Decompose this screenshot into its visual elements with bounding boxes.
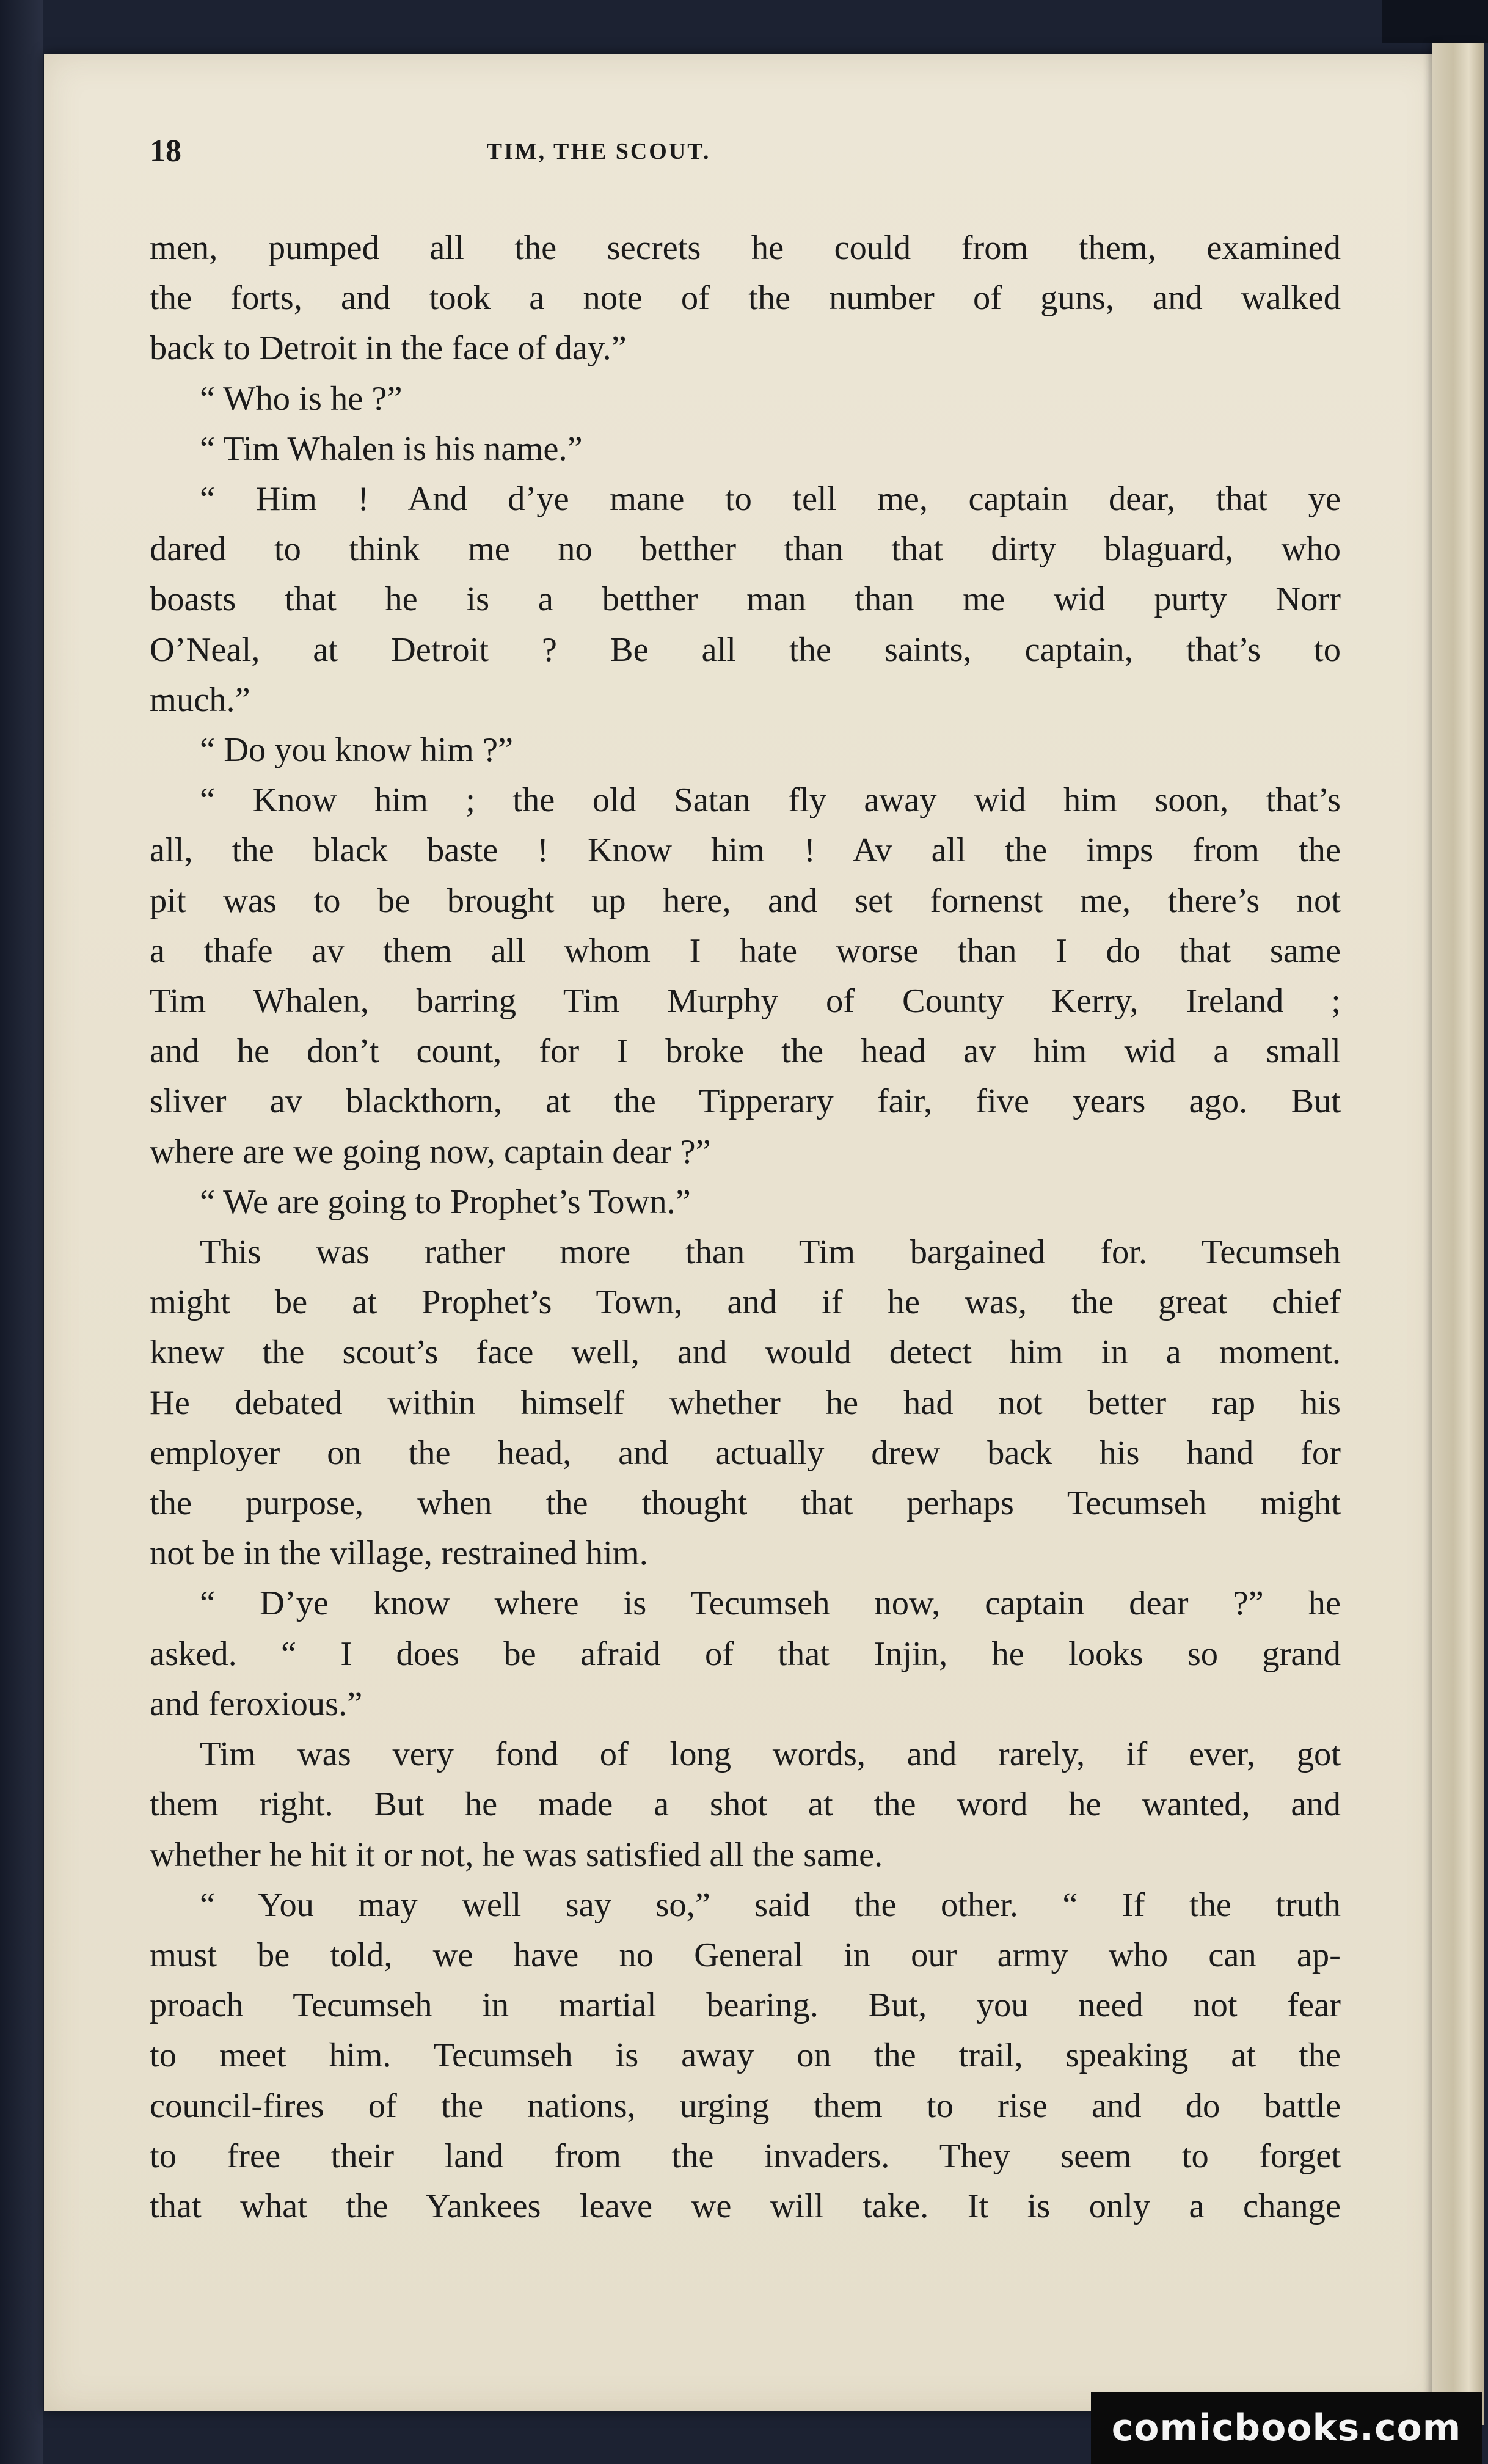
text-line: must be told, we have no General in our army who can ap- — [150, 1936, 1341, 1974]
text-line: back to Detroit in the face of day.” — [150, 329, 627, 368]
text-line: proach Tecumseh in martial bearing. But, you need not fear — [150, 1986, 1341, 2025]
page-number: 18 — [150, 134, 181, 169]
text-line: “ Know him ; the old Satan fly away wid him soon, that’s — [200, 781, 1341, 820]
text-line: to meet him. Tecumseh is away on the trail, speaking at the — [150, 2036, 1341, 2075]
text-line: and he don’t count, for I broke the head av him wid a small — [150, 1032, 1341, 1071]
text-line: and feroxious.” — [150, 1685, 363, 1723]
text-line: the forts, and took a note of the number of guns, and walked — [150, 279, 1341, 318]
text-line: that what the Yankees leave we will take. It is only a change — [150, 2187, 1341, 2225]
text-line: Tim was very fond of long words, and rarely, if ever, got — [200, 1735, 1341, 1774]
text-line: O’Neal, at Detroit ? Be all the saints, captain, that’s to — [150, 630, 1341, 669]
text-line: “ Who is he ?” — [200, 379, 403, 418]
text-line: “ Do you know him ?” — [200, 731, 514, 770]
page-header — [150, 133, 1371, 176]
text-line: This was rather more than Tim bargained for. Tecumseh — [200, 1233, 1341, 1272]
text-line: might be at Prophet’s Town, and if he was, the great chief — [150, 1283, 1341, 1322]
text-line: employer on the head, and actually drew back his hand for — [150, 1434, 1341, 1472]
text-line: a thafe av them all whom I hate worse than I do that same — [150, 931, 1341, 970]
text-line: men, pumped all the secrets he could from them, examined — [150, 229, 1341, 267]
text-line: Tim Whalen, barring Tim Murphy of County Kerry, Ireland ; — [150, 982, 1341, 1021]
text-line: boasts that he is a betther man than me wid purty Norr — [150, 580, 1341, 619]
text-line: “ We are going to Prophet’s Town.” — [200, 1183, 691, 1221]
text-line: whether he hit it or not, he was satisfied all the same. — [150, 1835, 883, 1874]
text-line: “ You may well say so,” said the other. “ If the truth — [200, 1886, 1341, 1924]
text-line: dared to think me no betther than that dirty blaguard, who — [150, 530, 1341, 569]
watermark-text: comicbooks.com — [1111, 2407, 1462, 2449]
text-line: knew the scout’s face well, and would detect him in a moment. — [150, 1333, 1341, 1372]
text-line: pit was to be brought up here, and set fornenst me, there’s not — [150, 881, 1341, 920]
text-line: to free their land from the invaders. They seem to forget — [150, 2137, 1341, 2175]
text-line: council-fires of the nations, urging them to rise and do battle — [150, 2087, 1341, 2125]
text-line: sliver av blackthorn, at the Tipperary fair, five years ago. But — [150, 1082, 1341, 1121]
body-text — [150, 223, 1341, 2231]
text-line: “ Him ! And d’ye mane to tell me, captain dear, that ye — [200, 480, 1341, 519]
book-spine — [1382, 0, 1488, 43]
text-line: “ Tim Whalen is his name.” — [200, 429, 583, 468]
scan-background — [0, 0, 43, 2464]
text-line: the purpose, when the thought that perhaps Tecumseh might — [150, 1484, 1341, 1523]
text-line: where are we going now, captain dear ?” — [150, 1132, 711, 1171]
text-line: “ D’ye know where is Tecumseh now, captain dear ?” he — [200, 1584, 1341, 1623]
text-line: them right. But he made a shot at the word he wanted, and — [150, 1785, 1341, 1824]
text-line: He debated within himself whether he had not better rap his — [150, 1383, 1341, 1422]
running-head: TIM, THE SCOUT. — [486, 139, 711, 164]
text-line: all, the black baste ! Know him ! Av all the imps from the — [150, 831, 1341, 870]
watermark-badge — [1091, 2392, 1482, 2464]
text-line: asked. “ I does be afraid of that Injin, he looks so grand — [150, 1635, 1341, 1673]
next-page-edge — [1432, 43, 1484, 2425]
text-line: not be in the village, restrained him. — [150, 1534, 648, 1573]
text-line: much.” — [150, 680, 250, 719]
